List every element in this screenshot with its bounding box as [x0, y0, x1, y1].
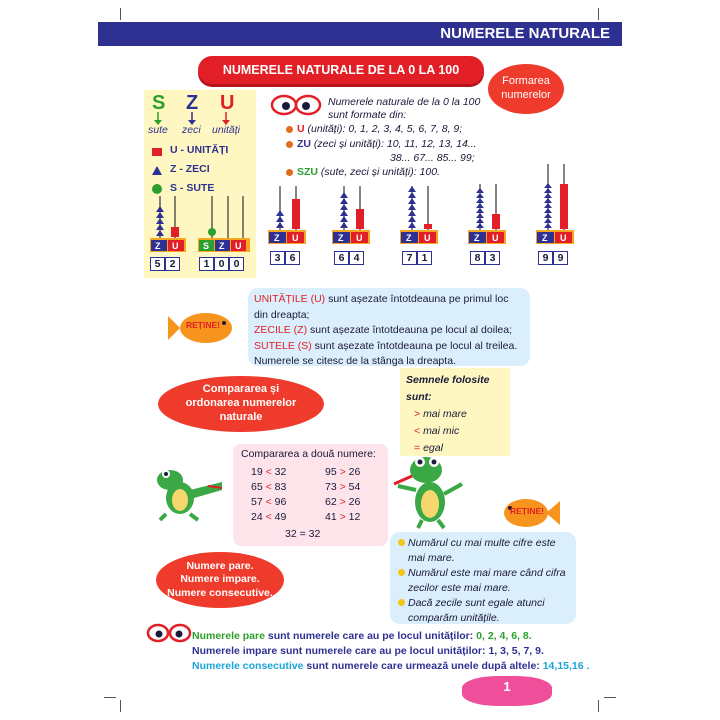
cmp-op: <	[265, 481, 272, 493]
fact-item	[398, 596, 568, 626]
intro-zu-text-2: 38... 67... 85... 99;	[390, 152, 475, 164]
word-sute: sute	[148, 124, 168, 136]
rule-keyword: SUTELE (S)	[254, 339, 312, 352]
sign-row	[406, 423, 504, 440]
cmp-op: <	[265, 496, 272, 508]
intro-u-label: U	[297, 123, 305, 135]
retine-label-2: REȚINE!	[510, 506, 544, 516]
sign-text: egal	[423, 442, 443, 454]
letter-u: U	[220, 92, 235, 114]
rule-line	[254, 339, 524, 355]
intro-zu-text: (zeci și unități): 10, 11, 12, 13, 14...	[313, 138, 477, 150]
number-box-100	[199, 257, 244, 271]
rules-box	[248, 288, 530, 366]
comparison-equal-row	[285, 528, 320, 540]
rule-line	[254, 323, 524, 339]
svg-text:U: U	[424, 233, 431, 243]
def-text: sunt numerele care au pe locul unităților:	[277, 645, 489, 657]
letter-z: Z	[186, 92, 199, 114]
number-box-52	[150, 257, 180, 271]
intro-szu-label: SZU	[297, 166, 318, 178]
cmp-b: 26	[348, 466, 361, 478]
crocodile-icon	[388, 450, 468, 532]
svg-text:U: U	[235, 241, 242, 251]
abacus-group	[0, 0, 720, 280]
intro-zu-label: ZU	[297, 138, 311, 150]
cmp-b: 26	[348, 496, 361, 508]
comparison-box	[233, 444, 388, 546]
intro-line-2: sunt formate din:	[328, 109, 407, 121]
compare-cloud-text: Compararea și ordonarea numerelor naturale	[185, 383, 297, 423]
fact-line: zecilor este mai mare.	[408, 582, 511, 594]
crop-mark	[598, 700, 599, 712]
rule-keyword: UNITĂȚILE (U)	[254, 293, 326, 305]
word-zeci: zeci	[182, 124, 201, 136]
def-pare	[192, 630, 532, 642]
digit: 0	[229, 257, 244, 271]
cmp-a: 32	[285, 528, 297, 540]
types-cloud-line: Numere consecutive.	[167, 586, 273, 599]
rule-text: sunt așezate întotdeauna pe locul al treilea.	[311, 339, 518, 352]
cmp-op: >	[339, 481, 346, 493]
svg-text:Z: Z	[474, 233, 480, 243]
comparison-row	[251, 496, 286, 508]
signs-title: Semnele folosite sunt:	[406, 374, 490, 403]
cmp-a: 65	[251, 481, 263, 493]
fact-line: Dacă zecile sunt egale atunci	[408, 597, 545, 609]
cmp-b: 12	[348, 511, 361, 523]
crocodile-icon	[150, 460, 230, 522]
svg-text:Z: Z	[406, 233, 412, 243]
cmp-a: 95	[325, 466, 337, 478]
signs-box	[400, 368, 510, 456]
svg-text:Z: Z	[219, 241, 225, 251]
compare-cloud	[158, 376, 324, 432]
abacus-52	[150, 196, 186, 252]
comparison-row	[325, 511, 360, 523]
fact-line: mai mare.	[408, 552, 455, 564]
digit: 3	[270, 251, 285, 265]
rule-line: din dreapta;	[254, 308, 310, 321]
def-values: 0, 2, 4, 6, 8.	[476, 630, 532, 642]
digit: 0	[214, 257, 229, 271]
rule-text: sunt așezate întotdeauna pe locul al doilea;	[307, 324, 512, 336]
svg-text:U: U	[172, 241, 179, 251]
page-number: 1	[462, 676, 552, 706]
svg-text:U: U	[560, 233, 567, 243]
cmp-b: 83	[274, 481, 287, 493]
intro-line-1: Numerele naturale de la 0 la 100	[328, 96, 481, 108]
crop-mark	[604, 697, 616, 698]
cmp-a: 57	[251, 496, 263, 508]
svg-text:S: S	[203, 241, 210, 251]
digit: 4	[349, 251, 364, 265]
rule-text: sunt așezate întotdeauna pe primul loc	[325, 293, 509, 305]
cmp-op: <	[265, 466, 272, 478]
cmp-a: 62	[325, 496, 337, 508]
digit: 9	[538, 251, 553, 265]
page-title: NUMERELE NATURALE	[440, 25, 610, 42]
sign-symbol: >	[414, 408, 421, 420]
comparison-row	[325, 496, 360, 508]
comparison-row	[325, 481, 360, 493]
cmp-op: >	[339, 511, 346, 523]
sign-symbol: =	[414, 442, 421, 454]
comparison-row	[251, 481, 286, 493]
digit: 9	[553, 251, 568, 265]
cmp-b: 54	[348, 481, 361, 493]
abacus-99	[536, 164, 574, 244]
cmp-op: >	[339, 466, 346, 478]
sign-row	[406, 406, 504, 423]
rule-line	[254, 292, 524, 308]
digit: 5	[150, 257, 165, 271]
word-unitati: unități	[212, 124, 241, 136]
digit: 1	[417, 251, 432, 265]
def-values: 1, 3, 5, 7, 9.	[488, 645, 544, 657]
intro-u-text: (unități): 0, 1, 2, 3, 4, 5, 6, 7, 8, 9;	[307, 123, 463, 135]
cmp-b: 32	[274, 466, 287, 478]
digit: 1	[199, 257, 214, 271]
retine-label-1: REȚINE!	[186, 320, 220, 330]
glasses-icon	[146, 622, 192, 644]
rule-keyword: ZECILE (Z)	[254, 324, 308, 336]
digit: 6	[334, 251, 349, 265]
types-cloud-line: Numere pare.	[186, 560, 254, 573]
comparison-title: Compararea a două numere:	[241, 448, 376, 460]
cmp-a: 73	[325, 481, 337, 493]
cmp-b: 49	[274, 511, 287, 523]
digit: 3	[485, 251, 500, 265]
cmp-op: =	[299, 528, 306, 540]
number-box-36	[270, 251, 300, 265]
cmp-b: 96	[274, 496, 287, 508]
def-label: Numerele impare	[192, 645, 278, 657]
sign-text: mai mic	[423, 425, 460, 437]
number-box-83	[470, 251, 500, 265]
def-values: 14,15,16 .	[542, 660, 590, 672]
intro-szu-text: (sute, zeci și unități): 100.	[320, 166, 440, 178]
svg-text:Z: Z	[338, 233, 344, 243]
facts-box	[390, 532, 576, 624]
digit: 8	[470, 251, 485, 265]
def-text: sunt numerele care urmează unele după altele:	[303, 660, 543, 672]
comparison-row	[251, 466, 286, 478]
number-box-71	[402, 251, 432, 265]
digit: 7	[402, 251, 417, 265]
def-text: sunt numerele care au pe locul unităților:	[264, 630, 477, 642]
abacus-83	[468, 184, 506, 244]
def-label: Numerele consecutive	[192, 660, 304, 672]
abacus-71	[400, 186, 438, 244]
legend-u: U - UNITĂȚI	[170, 144, 229, 156]
abacus-64	[332, 186, 370, 244]
fact-line: Numărul cu mai multe cifre este	[408, 537, 556, 549]
svg-text:Z: Z	[274, 233, 280, 243]
cmp-a: 19	[251, 466, 263, 478]
legend-s: S - SUTE	[170, 182, 215, 194]
sign-text: mai mare	[423, 408, 467, 420]
cmp-op: <	[265, 511, 272, 523]
cmp-a: 41	[325, 511, 337, 523]
svg-text:U: U	[356, 233, 363, 243]
svg-text:Z: Z	[542, 233, 548, 243]
cmp-a: 24	[251, 511, 263, 523]
abacus-36	[268, 186, 306, 244]
bullet-icon	[398, 599, 405, 606]
types-cloud-line: Numere impare.	[180, 573, 260, 586]
formation-cloud-text: Formarea numerelor	[501, 75, 551, 101]
legend-z: Z - ZECI	[170, 163, 210, 175]
rule-line: Numerele se citesc de la stânga la dreapta.	[254, 355, 456, 367]
fact-item	[398, 536, 568, 566]
types-cloud	[156, 552, 284, 608]
bullet-icon	[398, 569, 405, 576]
crop-mark	[104, 697, 116, 698]
cmp-op: >	[339, 496, 346, 508]
abacus-100	[198, 196, 250, 252]
fact-item	[398, 566, 568, 596]
fact-line: comparăm unitățile.	[408, 612, 500, 624]
digit: 6	[285, 251, 300, 265]
number-box-64	[334, 251, 364, 265]
bullet-icon	[398, 539, 405, 546]
def-label: Numerele pare	[192, 630, 265, 642]
sign-symbol: <	[414, 425, 421, 437]
svg-text:U: U	[292, 233, 299, 243]
number-box-99	[538, 251, 568, 265]
digit: 2	[165, 257, 180, 271]
svg-text:U: U	[492, 233, 499, 243]
banner-title: NUMERELE NATURALE DE LA 0 LA 100	[222, 63, 460, 77]
svg-text:Z: Z	[155, 241, 161, 251]
fact-line: Numărul este mai mare când cifra	[408, 567, 566, 579]
letter-s: S	[152, 92, 166, 114]
def-impare	[192, 645, 544, 657]
comparison-row	[325, 466, 360, 478]
cmp-b: 32	[308, 528, 321, 540]
def-consecutive	[192, 660, 589, 672]
crop-mark	[120, 700, 121, 712]
comparison-row	[251, 511, 286, 523]
